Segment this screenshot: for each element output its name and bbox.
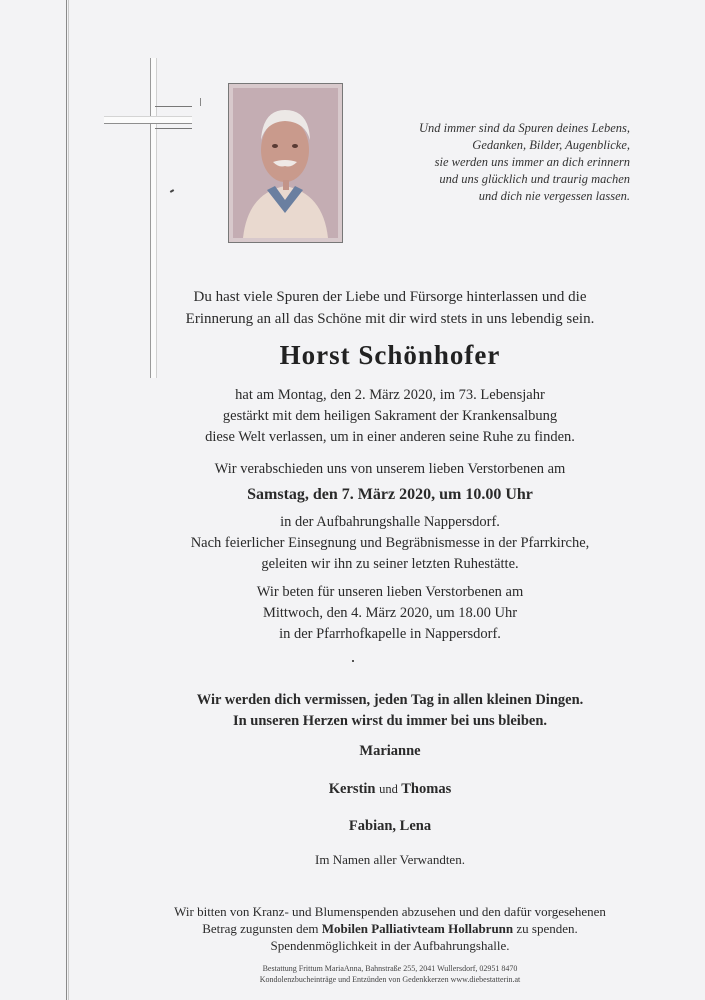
poem-line: sie werden uns immer an dich erinnern bbox=[434, 155, 630, 169]
death-notice bbox=[130, 385, 650, 448]
undertaker-info bbox=[130, 963, 650, 985]
portrait-photo bbox=[228, 83, 343, 243]
death-line: hat am Montag, den 2. März 2020, im 73. Lebensjahr bbox=[235, 387, 545, 403]
undertaker-line: Kondolenzbucheinträge und Entzünden von Gedenkkerzen www.diebestatterin.at bbox=[259, 975, 521, 984]
cross-icon-horizontal bbox=[104, 116, 192, 124]
deceased-name: Horst Schönhofer bbox=[279, 340, 501, 370]
family-member: Marianne bbox=[359, 743, 421, 759]
donation-line: Spendenmöglichkeit in der Aufbahrungshalle. bbox=[270, 938, 510, 953]
donation-text: Betrag zugunsten dem bbox=[202, 921, 322, 936]
separator-dot bbox=[352, 660, 354, 662]
verse-line: Wir werden dich vermissen, jeden Tag in allen kleinen Dingen. bbox=[196, 692, 584, 708]
donation-note bbox=[130, 903, 650, 954]
donation-line: Wir bitten von Kranz- und Blumenspenden abzusehen und den dafür vorgesehenen bbox=[174, 904, 606, 919]
donation-text: zu spenden. bbox=[513, 921, 578, 936]
relatives-note: Im Namen aller Verwandten. bbox=[315, 852, 465, 867]
scan-mark bbox=[200, 98, 201, 106]
location-line: geleiten wir ihn zu seiner letzten Ruhestätte. bbox=[261, 556, 519, 572]
family-members: Fabian, Lena bbox=[348, 818, 432, 834]
location-line: in der Aufbahrungshalle Nappersdorf. bbox=[280, 514, 500, 530]
undertaker-line: Bestattung Frittum MariaAnna, Bahnstraße 255, 2041 Wullersdorf, 02951 8470 bbox=[262, 964, 518, 973]
family-member: Thomas bbox=[401, 781, 452, 797]
prayer-service bbox=[130, 582, 650, 645]
prayer-line: in der Pfarrhofkapelle in Nappersdorf. bbox=[279, 626, 501, 642]
conjunction: und bbox=[379, 782, 398, 796]
death-line: gestärkt mit dem heiligen Sakrament der Krankensalbung bbox=[222, 408, 558, 424]
funeral-location bbox=[130, 512, 650, 575]
funeral-date: Samstag, den 7. März 2020, um 10.00 Uhr bbox=[247, 486, 533, 503]
left-border-line-inner bbox=[68, 0, 69, 1000]
portrait-icon bbox=[233, 88, 338, 238]
prayer-line: Wir beten für unseren lieben Verstorbenen am bbox=[256, 584, 524, 600]
scan-mark bbox=[170, 189, 174, 193]
death-line: diese Welt verlassen, um in einer anderen seine Ruhe zu finden. bbox=[205, 429, 575, 445]
closing-verse bbox=[130, 690, 650, 732]
cross-icon-line bbox=[155, 128, 192, 129]
intro-text bbox=[130, 286, 650, 330]
family-member: Kerstin bbox=[328, 781, 376, 797]
verse-line: In unseren Herzen wirst du immer bei uns bleiben. bbox=[232, 713, 548, 729]
donation-line bbox=[130, 920, 650, 937]
prayer-line: Mittwoch, den 4. März 2020, um 18.00 Uhr bbox=[262, 605, 518, 621]
intro-line: Du hast viele Spuren der Liebe und Fürsorge hinterlassen und die bbox=[193, 289, 587, 305]
intro-line: Erinnerung an all das Schöne mit dir wird stets in uns lebendig sein. bbox=[185, 311, 595, 327]
donation-recipient: Mobilen Palliativteam Hollabrunn bbox=[321, 921, 514, 936]
poem-line: Und immer sind da Spuren deines Lebens, bbox=[419, 121, 630, 135]
portrait-image bbox=[233, 88, 338, 238]
poem-line: und dich nie vergessen lassen. bbox=[478, 189, 630, 203]
poem-line: und uns glücklich und traurig machen bbox=[439, 172, 630, 186]
location-line: Nach feierlicher Einsegnung und Begräbnismesse in der Pfarrkirche, bbox=[190, 535, 590, 551]
left-border-line bbox=[66, 0, 67, 1000]
cross-icon-line bbox=[155, 106, 192, 107]
poem-line: Gedanken, Bilder, Augenblicke, bbox=[472, 138, 630, 152]
family-members bbox=[130, 781, 650, 798]
memorial-poem bbox=[370, 120, 630, 205]
farewell-text: Wir verabschieden uns von unserem lieben Verstorbenen am bbox=[214, 461, 566, 477]
